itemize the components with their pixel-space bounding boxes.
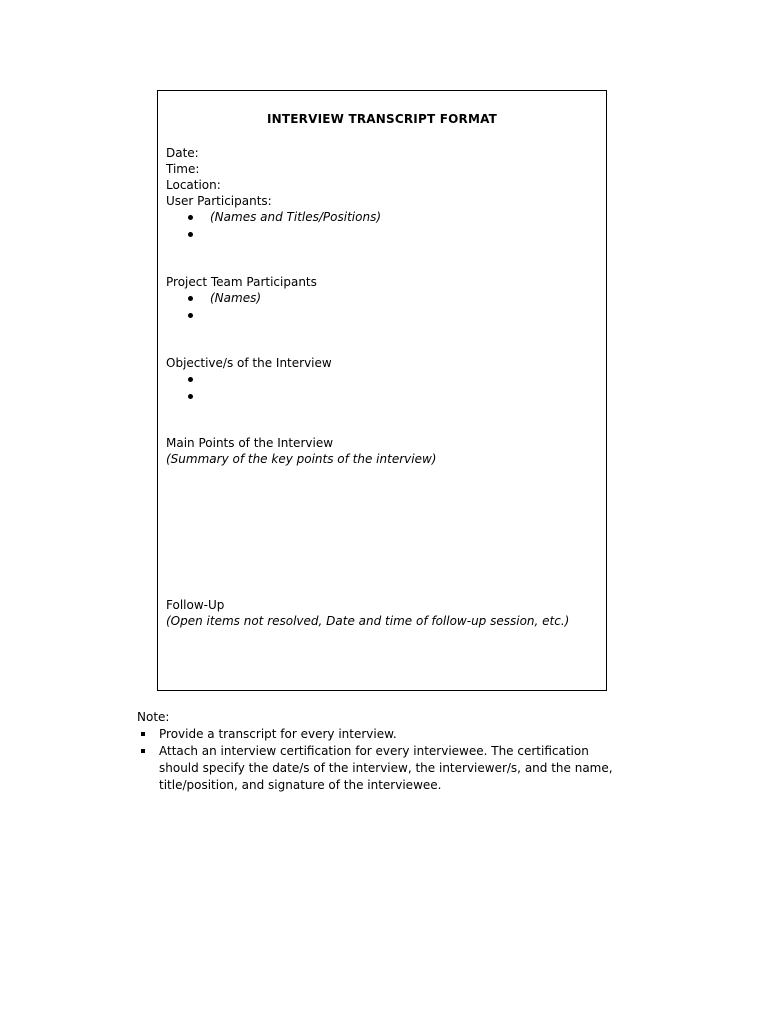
objectives-label: Objective/s of the Interview [166,356,332,370]
form-title: INTERVIEW TRANSCRIPT FORMAT [266,112,498,126]
note-item: Attach an interview certification for every interviewee. The certification should specify the date/s of the interview, the interviewer/s, and the name, title/position, and signature of the interviewee. [159,744,613,792]
note-label: Note: [137,710,170,724]
bullet-icon [188,296,193,301]
square-bullet-icon [141,732,145,736]
user-participants-label: User Participants: [166,194,272,208]
user-participants-item: (Names and Titles/Positions) [210,210,382,224]
main-points-label: Main Points of the Interview [166,436,334,450]
square-bullet-icon [141,749,145,753]
main-points-hint: (Summary of the key points of the interview) [166,452,437,466]
follow-up-hint: (Open items not resolved, Date and time of follow-up session, etc.) [166,614,570,628]
bullet-icon [188,232,193,237]
project-team-item: (Names) [210,291,262,305]
follow-up-label: Follow-Up [166,598,225,612]
project-team-label: Project Team Participants [166,275,317,289]
location-label: Location: [166,178,221,192]
bullet-icon [188,377,193,382]
note-item: Provide a transcript for every interview. [159,727,397,741]
interview-transcript-form [157,90,607,691]
time-label: Time: [166,162,200,176]
date-label: Date: [166,146,199,160]
bullet-icon [188,215,193,220]
bullet-icon [188,313,193,318]
bullet-icon [188,394,193,399]
